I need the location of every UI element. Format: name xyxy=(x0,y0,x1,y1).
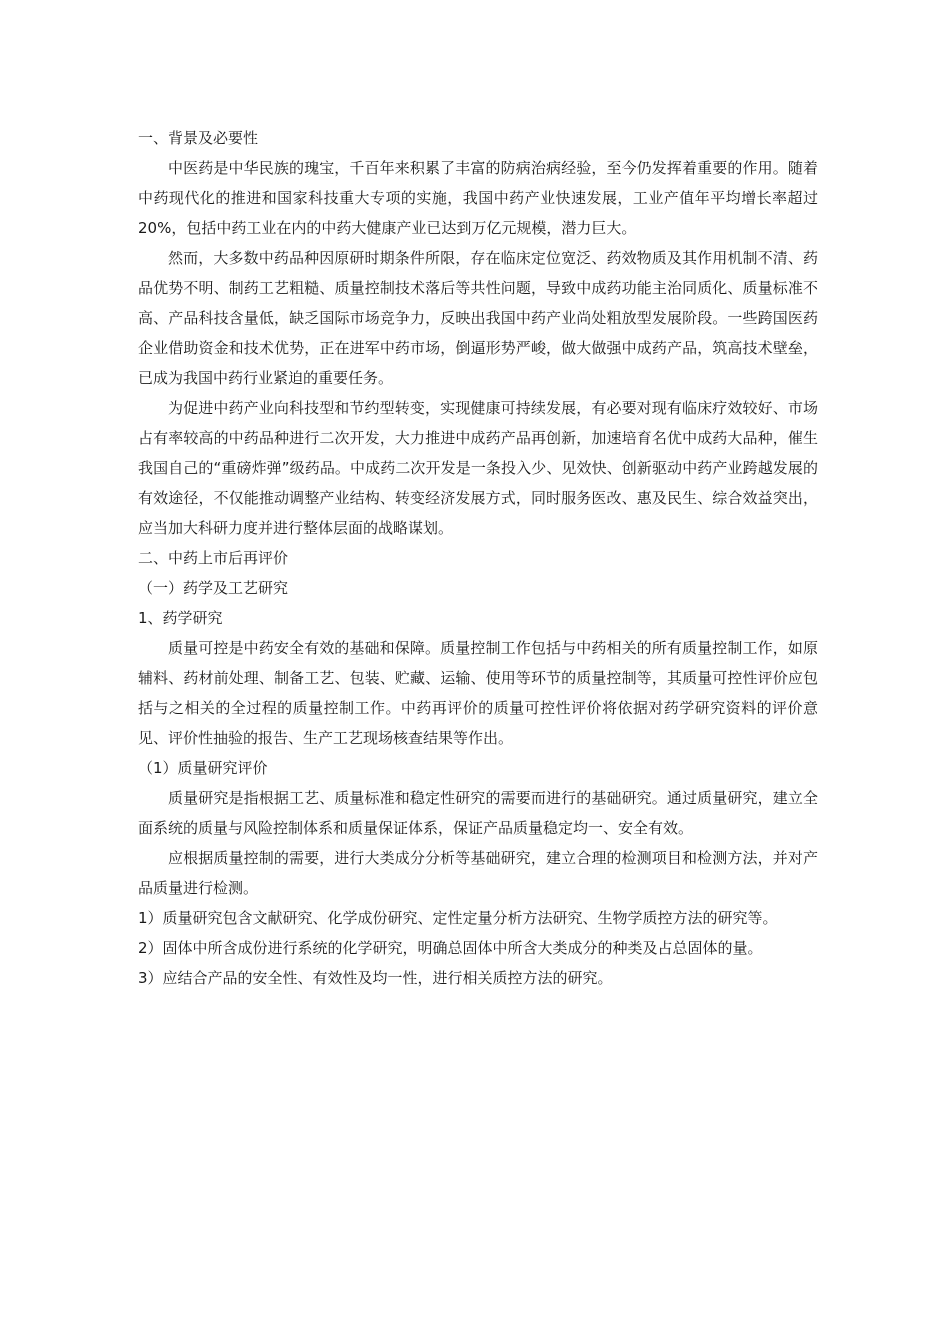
document-page xyxy=(138,123,818,993)
list-item-3: 3）应结合产品的安全性、有效性及均一性，进行相关质控方法的研究。 xyxy=(138,969,613,987)
paragraph-secondary-development: 为促进中药产业向科技型和节约型转变，实现健康可持续发展，有必要对现有临床疗效较好、市场占有率较高的中药品种进行二次开发，大力推进中成药产品再创新，加速培育名优中成药大品种，催生我国自己的“重磅炸弹”级药品。中成药二次开发是一条投入少、见效快、创新驱动中药产业跨越发展的有效途径，不仅能推动调整产业结构、转变经济发展方式，同时服务医改、惠及民生、综合效益突出，应当加大科研力度并进行整体层面的战略谋划。 xyxy=(138,399,818,537)
subsubsection-heading-pharmaceutical-research: 1、药学研究 xyxy=(138,609,223,627)
paragraph-quality-control: 质量可控是中药安全有效的基础和保障。质量控制工作包括与中药相关的所有质量控制工作，如原辅料、药材前处理、制备工艺、包装、贮藏、运输、使用等环节的质量控制等，其质量可控性评价应包括与之相关的全过程的质量控制工作。中药再评价的质量可控性评价将依据对药学研究资料的评价意见、评价性抽验的报告、生产工艺现场核查结果等作出。 xyxy=(138,639,818,747)
list-item-2: 2）固体中所含成份进行系统的化学研究，明确总固体中所含大类成分的种类及占总固体的量。 xyxy=(138,939,763,957)
section-heading-background: 一、背景及必要性 xyxy=(138,129,259,147)
paragraph-quality-research-definition: 质量研究是指根据工艺、质量标准和稳定性研究的需要而进行的基础研究。通过质量研究，建立全面系统的质量与风险控制体系和质量保证体系，保证产品质量稳定均一、安全有效。 xyxy=(138,789,818,837)
list-item-1: 1）质量研究包含文献研究、化学成份研究、定性定量分析方法研究、生物学质控方法的研究等。 xyxy=(138,909,778,927)
paragraph-heritage: 中医药是中华民族的瑰宝，千百年来积累了丰富的防病治病经验，至今仍发挥着重要的作用。随着中药现代化的推进和国家科技重大专项的实施，我国中药产业快速发展，工业产值年平均增长率超过 20%，包括中药工业在内的中药大健康产业已达到万亿元规模，潜力巨大。 xyxy=(138,159,818,237)
paragraph-quality-research-method: 应根据质量控制的需要，进行大类成分分析等基础研究，建立合理的检测项目和检测方法，并对产品质量进行检测。 xyxy=(138,849,818,897)
paragraph-problems: 然而，大多数中药品种因原研时期条件所限，存在临床定位宽泛、药效物质及其作用机制不清、药品优势不明、制药工艺粗糙、质量控制技术落后等共性问题，导致中成药功能主治同质化、质量标准不高、产品科技含量低，缺乏国际市场竞争力，反映出我国中药产业尚处粗放型发展阶段。一些跨国医药企业借助资金和技术优势，正在进军中药市场，倒逼形势严峻，做大做强中成药产品，筑高技术壁垒，已成为我国中药行业紧迫的重要任务。 xyxy=(138,249,818,387)
subsection-heading-pharmacy: （一）药学及工艺研究 xyxy=(138,579,289,597)
item-heading-quality-research: （1）质量研究评价 xyxy=(138,759,268,777)
section-heading-reevaluation: 二、中药上市后再评价 xyxy=(138,549,289,567)
